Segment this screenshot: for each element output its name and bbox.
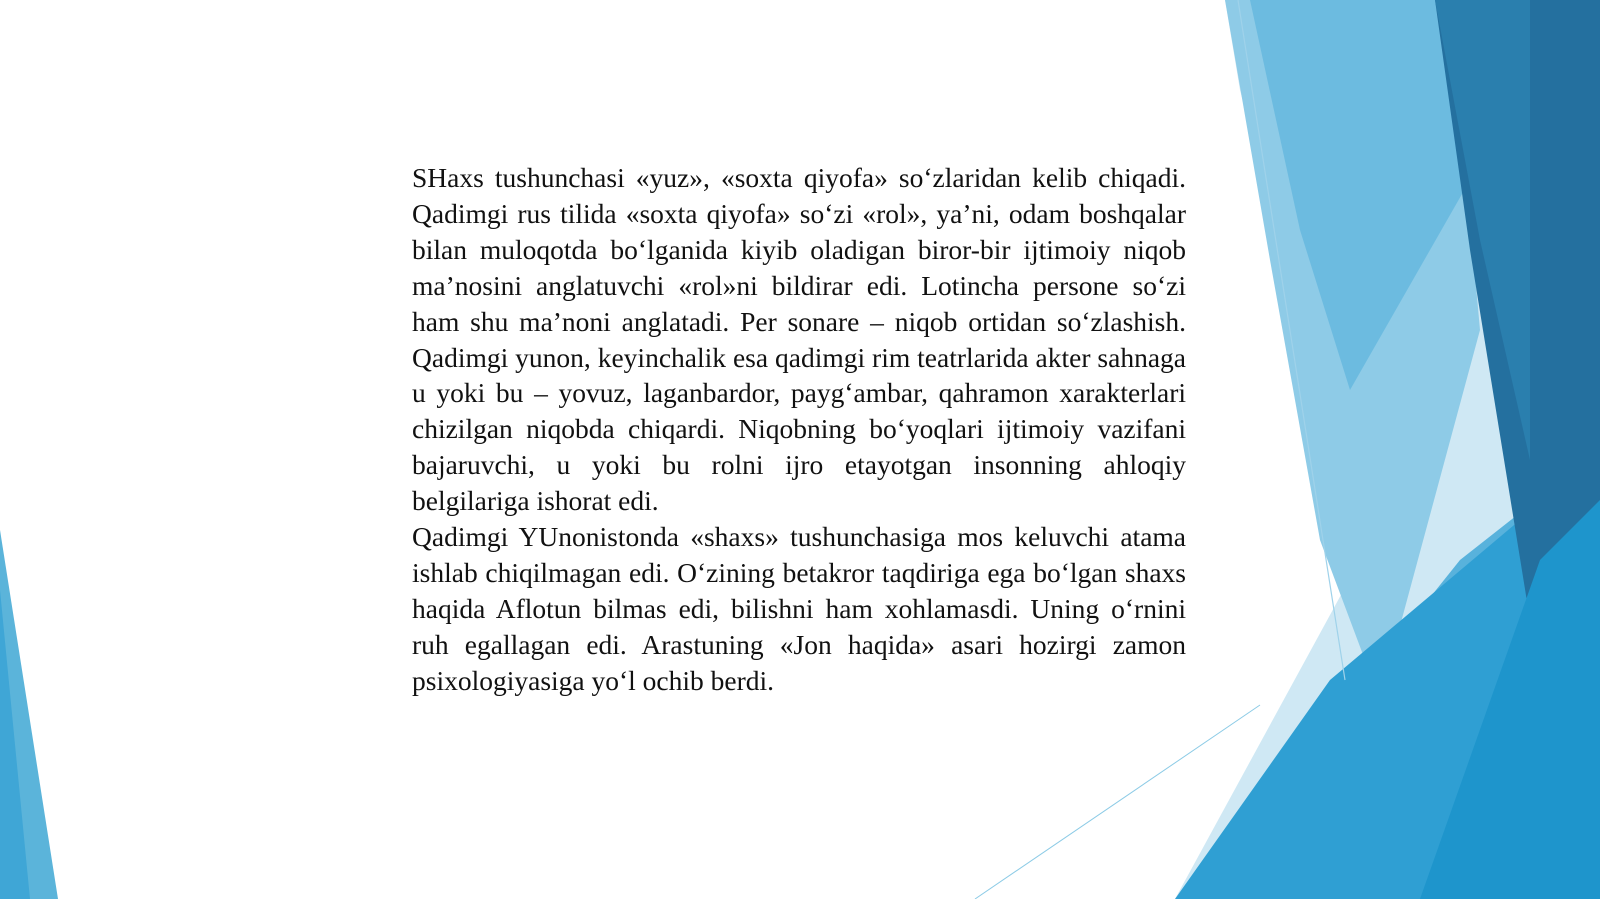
paragraph-1: SHaxs tushunchasi «yuz», «soxta qiyofa» so‘zlaridan kelib chiqadi. Qadimgi rus tilida «soxta qiyofa» so‘zi «rol», ya’ni, odam boshqalar bilan muloqotda bo‘lganida kiyib oladigan biror-bir ijtimoiy niqob ma’nosini anglatuvchi «rol»ni bildirar edi. Lotincha persone so‘zi ham shu ma’noni anglatadi. Per sonare – niqob ortidan so‘zlashish. Qadimgi yunon, keyinchalik esa qadimgi rim teatrlarida akter sahnaga u yoki bu – yovuz, laganbardor, payg‘ambar, qahramon xarakterlari chizilgan niqobda chiqardi. Niqobning bo‘yoqlari ijtimoiy vazifani bajaruvchi, u yoki bu rolni ijro etayotgan insonning ahloqiy belgilariga ishorat edi. — [412, 162, 1186, 517]
body-text — [412, 160, 1186, 699]
paragraph-2: Qadimgi YUnonistonda «shaxs» tushunchasiga mos keluvchi atama ishlab chiqilmagan edi. O‘zining betakror taqdiriga ega bo‘lgan shaxs haqida Aflotun bilmas edi, bilishni ham xohlamasdi. Uning o‘rnini ruh egallagan edi. Arastuning «Jon haqida» asari hozirgi zamon psixologiyasiga yo‘l ochib berdi. — [412, 521, 1186, 696]
